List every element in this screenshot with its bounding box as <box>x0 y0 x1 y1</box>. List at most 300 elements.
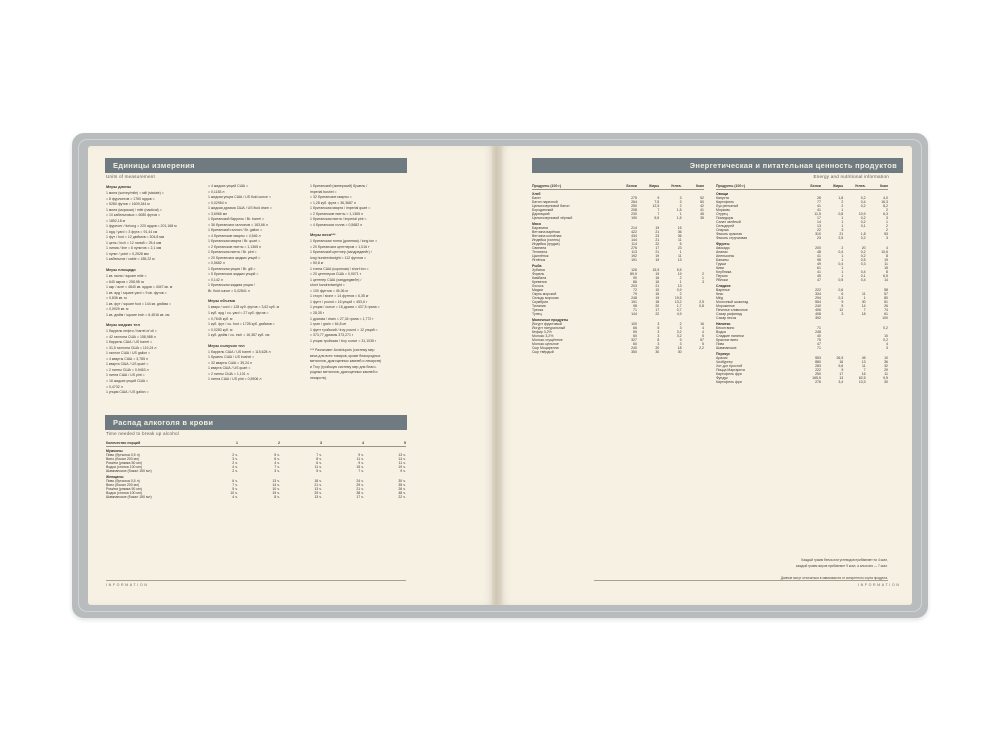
table-cell: 19 ч. <box>272 491 280 495</box>
table-cell: Бекон вино <box>716 326 735 330</box>
table-cell: 13 <box>839 376 844 380</box>
table-cell: 80 <box>884 296 888 300</box>
table-cell: Сыр твёрдый <box>532 350 554 354</box>
units-line: 1 унция / ounce = 16 драхм = 437,5 грана = <box>310 305 380 310</box>
column-header: 5 <box>364 441 406 447</box>
units-line: 1 пинта США / US pint = <box>106 373 145 378</box>
table-cell: 327 <box>631 338 637 342</box>
units-line: 1 куб. дюйм / cu. inch = 16,387 куб. см <box>208 333 270 338</box>
table-cell: 276 <box>815 380 821 384</box>
table-cell: 6,3 <box>883 212 888 216</box>
table-cell: 98 <box>633 304 637 308</box>
table-cell: 42 <box>700 204 704 208</box>
section-subtitle-alcohol: Time needed to break up alcohol <box>106 431 179 436</box>
table-cell: 19 <box>655 272 660 276</box>
units-line: 1 миля (survey/mile) = мili (statute) = <box>106 191 164 196</box>
table-cell: 22 <box>655 242 660 246</box>
table-cell: 264 <box>631 200 637 204</box>
units-line: = 42 галлона США = 158,988 л <box>106 334 156 339</box>
table-cell: 57 <box>700 338 704 342</box>
group-label: Молочные продукты <box>532 318 569 322</box>
table-cell: 60 <box>633 342 637 346</box>
table-cell: 18 <box>677 346 682 350</box>
units-line: 1 фунт / pound = 16 унций = 453,6 г <box>310 299 368 304</box>
table-cell: 5 ч. <box>316 469 322 473</box>
table-cell: 10,6 <box>881 250 888 254</box>
table-cell: 10 <box>884 334 888 338</box>
table-cell: 29 ч. <box>314 491 322 495</box>
table-cell: Апельсины <box>716 254 735 258</box>
table-cell: 100 <box>631 322 637 326</box>
table-cell: 240 <box>631 346 637 350</box>
table-cell: 11 <box>677 238 682 242</box>
table-cell: 9 <box>841 300 844 304</box>
table-cell: 2 <box>886 208 888 212</box>
table-cell: 21 ч. <box>356 487 364 491</box>
table-cell: 1 <box>841 274 844 278</box>
table-cell: 5 <box>841 304 844 308</box>
table-cell: 0,8 <box>838 212 844 216</box>
table-cell: Сельдь морская <box>532 296 559 300</box>
table-cell: 15 ч. <box>356 465 364 469</box>
table-cell: Сладкие напитки <box>716 334 744 338</box>
table-cell: 6 ч. <box>274 457 280 461</box>
table-cell: 45 <box>700 212 704 216</box>
table-cell: 8 <box>886 270 888 274</box>
table-cell: 2 ч. <box>232 469 238 473</box>
table-cell: 41 <box>817 204 821 208</box>
table-cell: 98 <box>817 258 821 262</box>
table-cell: 3 <box>679 326 682 330</box>
units-line: 1 британская пинта / Br. pint = <box>208 250 257 255</box>
table-cell: 0,2 <box>860 204 866 208</box>
units-line: = 16 жидких унций США = <box>106 378 149 383</box>
table-cell: 22 ч. <box>398 495 406 499</box>
table-cell: 248 <box>631 296 637 300</box>
table-cell: 5 <box>702 342 704 346</box>
units-line: *** Различают Avoirdupois (систему мер <box>310 348 375 353</box>
table-cell: 1 <box>841 258 844 262</box>
units-line: = 2 британские пинты = 1,1365 л <box>208 244 262 249</box>
units-line: = 4 жидких унций США = <box>208 184 249 188</box>
table-cell: 5 <box>679 242 682 246</box>
table-cell: Сыр Моцарелла <box>532 346 559 350</box>
units-line: = 36 британских галлонов = 163,66 л <box>208 222 268 227</box>
units-line: 1 кв. ярд / square yard = 9 кв. футов = <box>106 290 167 295</box>
table-cell: 19 <box>884 258 888 262</box>
table-cell: 24 ч. <box>356 479 364 483</box>
units-line: 1 британская жидкая унция / <box>208 283 255 288</box>
table-cell: 222 <box>815 288 821 292</box>
table-cell: 19 <box>677 272 682 276</box>
table-cell: 1 <box>841 216 844 220</box>
column-header: 2 <box>238 441 280 447</box>
table-cell: 4 <box>886 342 888 346</box>
table-cell: Молоко сгущённое <box>532 338 563 342</box>
table-cell: 1 <box>841 254 844 258</box>
units-line: = 32 британские кварты = <box>310 195 352 200</box>
table-cell: Красное вино <box>716 338 739 342</box>
table-cell: 1 <box>886 220 888 224</box>
table-cell: Авокадо <box>716 246 730 250</box>
table-cell: 21 ч. <box>314 483 322 487</box>
table-cell: 79 <box>633 292 637 296</box>
units-line: 1 фунт тройский / troy pound = 12 унций = <box>310 327 378 332</box>
table-cell: Индейка (голень) <box>532 238 561 242</box>
table-cell: Дарницкий <box>532 212 550 216</box>
table-cell: 13 <box>861 360 866 364</box>
table-cell: Вино (бокал 200 мл) <box>106 483 140 487</box>
table-cell: 3 <box>841 312 844 316</box>
table-cell: 89,9 <box>630 272 637 276</box>
table-cell: 4,9 <box>676 312 682 316</box>
table-cell: 3 <box>657 342 660 346</box>
column-header: Продукты (100 г) <box>532 184 615 190</box>
table-cell: 1,7 <box>676 304 682 308</box>
table-row <box>106 495 406 499</box>
table-cell: 26 <box>884 304 888 308</box>
units-line: = 100 фунтов = 45,36 кг <box>310 288 349 293</box>
table-cell: Салат зелёный <box>716 220 741 224</box>
units-line: = 31,5 галлона США = 119,24 л <box>106 345 157 350</box>
table-cell: 4 <box>702 330 704 334</box>
table-cell: 14 <box>884 278 888 282</box>
group-label: Хлеб <box>532 192 541 196</box>
table-cell: Водка (стопка 100 мл) <box>106 491 143 495</box>
table-cell: 72 <box>633 288 637 292</box>
table-cell: 208 <box>631 208 637 212</box>
table-cell: 86 <box>633 280 637 284</box>
units-block-heading: Меры жидких тел <box>106 322 140 328</box>
table-cell: 5 <box>702 334 704 338</box>
table-cell: 0,4 <box>860 270 866 274</box>
table-cell: 18 <box>655 300 660 304</box>
table-cell: 2,5 <box>699 300 704 304</box>
units-line: = 32 кварты США = 35,24 л <box>208 360 252 365</box>
units-line: = 1,28 куб. фута = 36,3687 л <box>310 200 356 205</box>
table-cell: 45 <box>817 274 821 278</box>
table-cell: 32 <box>884 364 888 368</box>
table-cell: 2 <box>886 224 888 228</box>
table-cell: 8 <box>886 254 888 258</box>
column-header: Углев. <box>843 184 865 190</box>
units-line: = 4 британские кварты = 4,546 л <box>208 233 261 238</box>
table-cell: 6,5 <box>883 274 888 278</box>
units-line: 1 унция тройская / troy ounce = 31,1035 г <box>310 338 377 343</box>
table-cell: 100 <box>882 316 888 320</box>
table-cell: Индейка (грудка) <box>532 242 560 246</box>
units-line: 1 цепь / inch = 12 линий = 25,4 мм <box>106 240 162 245</box>
table-cell: 191 <box>631 258 637 262</box>
group-label: Рыба <box>532 264 542 268</box>
table-cell: 9 <box>657 196 660 200</box>
column-header: Ккал <box>682 184 704 190</box>
units-line: 1 британская кварта / imperial quart = <box>310 206 371 211</box>
table-cell: 1 <box>863 296 866 300</box>
units-line: 1 пункт / point = 0,2528 мм <box>106 251 149 256</box>
units-line: 1 баррель США / US barrel = <box>106 340 153 345</box>
table-cell: Йогурт натуральный <box>532 326 566 330</box>
group-label: Женщины <box>106 475 124 479</box>
table-cell: 7 ч. <box>232 483 238 487</box>
units-line: = 0,4732 л <box>106 384 123 389</box>
table-cell: 19 <box>655 296 660 300</box>
units-line: 1 акр / acre = 4840 кв. ярдов = 4047 кв. м <box>106 285 173 290</box>
table-cell: 2 <box>679 204 682 208</box>
table-cell: 21 <box>839 232 844 236</box>
table-cell: 7 <box>863 368 866 372</box>
group-label: Мясо <box>532 222 542 226</box>
units-line: 1 линия / line = 6 пунктов = 2,1 мм <box>106 246 162 251</box>
table-cell: Телятина <box>532 250 548 254</box>
table-row <box>716 380 888 384</box>
table-cell: 28 <box>817 196 821 200</box>
table-cell: Свинина <box>532 246 547 250</box>
units-line: long hundredweight = 112 фунтов = <box>310 255 367 260</box>
table-cell: Шампанское (бокал 150 мл) <box>106 469 152 473</box>
table-cell: 9 <box>679 338 682 342</box>
table-cell: 3 <box>679 200 682 204</box>
table-cell: 7 <box>657 208 660 212</box>
table-cell: 13 ч. <box>314 487 322 491</box>
table-cell: 15 <box>884 266 888 270</box>
table-cell: 18 <box>861 312 866 316</box>
units-line: 1 пинта США / US pint = 0,5506 л <box>208 377 262 382</box>
table-cell: 2,2 <box>699 346 704 350</box>
table-cell: 9,5 <box>883 376 888 380</box>
column-header: Белки <box>799 184 821 190</box>
table-cell: 200 <box>815 246 821 250</box>
table-cell <box>682 350 704 354</box>
table-cell: 553 <box>815 356 821 360</box>
units-line: = 20 центнеров США = 0,9071 т <box>310 272 362 277</box>
table-cell: Арахис <box>716 356 728 360</box>
table-cell: 8 <box>657 338 660 342</box>
table-cell: 29 <box>884 368 888 372</box>
table-cell: Фундук <box>716 376 728 380</box>
table-cell: Тилапия <box>532 304 546 308</box>
units-line: 1 фурлонг / furlong = 220 ярдов = 201,168 м <box>106 224 177 229</box>
table-cell: Пицца Маргарита <box>716 368 745 372</box>
table-cell: 0,2 <box>883 326 888 330</box>
units-line: 1 британская тонна (длинная) / long ton = <box>310 239 378 244</box>
table-cell: Киви <box>716 266 724 270</box>
table-cell: Форель <box>532 272 545 276</box>
units-line: = 5 британских жидких унций = <box>208 272 259 277</box>
table-cell: Клубника <box>716 270 732 274</box>
units-column-1 <box>106 184 202 396</box>
table-cell: 434 <box>631 234 637 238</box>
table-cell: 57 <box>884 292 888 296</box>
table-cell: Картофель фри <box>716 380 742 384</box>
units-line: 1 кварк / cord = 128 куб. футов = 3,62 куб. м <box>208 305 279 310</box>
table-cell: 114 <box>631 242 637 246</box>
table-cell: 15,5 <box>652 268 660 272</box>
table-cell: 10 ч. <box>272 487 280 491</box>
nutrition-table-left-wrap <box>532 184 704 354</box>
table-cell: 408 <box>815 312 821 316</box>
units-line: родных металлов, драгоценных камней и <box>310 370 378 375</box>
table-cell: 230 <box>631 212 637 216</box>
table-cell: 13 <box>677 284 682 288</box>
table-cell: 22 <box>655 312 660 316</box>
table-cell: 5 <box>657 326 660 330</box>
units-line: = 0,0283 куб. м <box>208 327 233 332</box>
table-cell: 23 <box>817 236 821 240</box>
table-cell: 7 ч. <box>358 469 364 473</box>
table-cell: 0,4 <box>838 250 844 254</box>
table-cell: Мидии <box>532 288 543 292</box>
table-cell: Ром/ем (рюмка 50 мл) <box>106 461 142 465</box>
table-cell: Огурец <box>716 212 728 216</box>
units-line: 1 британская унция / Br. gill = <box>208 266 256 271</box>
table-cell: 144 <box>631 312 637 316</box>
units-line: 1 кварта США / US quart = <box>208 366 251 371</box>
table-cell: 283 <box>815 364 821 368</box>
table-cell: 66 <box>633 326 637 330</box>
group-label: Напитки <box>716 322 731 326</box>
table-cell: 16 <box>655 280 660 284</box>
table-cell: 59 <box>633 330 637 334</box>
table-cell: 20 <box>655 346 660 350</box>
units-line: = 373,77 драхмы 373,271 г <box>310 333 354 338</box>
table-cell: 3 <box>886 216 888 220</box>
units-line: = 5280 футов = 1609,344 м <box>106 202 150 207</box>
column-header: 1 <box>196 441 238 447</box>
table-cell: 2 ч. <box>232 453 238 457</box>
table-cell: 334 <box>815 292 821 296</box>
table-cell: Скумбрия <box>532 300 548 304</box>
table-cell: 13,2 <box>674 300 682 304</box>
units-line: 1 тонна США (короткая) / short ton = <box>310 266 369 271</box>
units-line: Br. fluid ounce = 0,02841 л <box>208 288 250 293</box>
column-header: Углев. <box>659 184 681 190</box>
table-cell: 11 <box>861 364 866 368</box>
table-cell: 8 ч. <box>274 495 280 499</box>
units-line: 1 британская пинта / imperial pint = <box>310 217 367 222</box>
units-line: 1 унция США / US gallon = <box>106 390 149 395</box>
table-cell: 14 ч. <box>398 457 406 461</box>
table-cell: Чизбургер <box>716 360 733 364</box>
table-cell: 9,6 <box>838 364 844 368</box>
units-line: 1 баррель нефти / barrel of oil = <box>106 329 157 334</box>
column-header: Ккал <box>866 184 888 190</box>
table-cell: Яблоки <box>716 278 728 282</box>
table-cell: 30 <box>861 300 866 304</box>
table-cell: 250 <box>631 204 637 208</box>
table-cell: 0,2 <box>860 250 866 254</box>
section-subtitle-units: Units of measurement <box>106 174 155 179</box>
units-line: 1 галлон США / US gallon = <box>106 351 151 356</box>
table-cell: 1 <box>841 266 844 270</box>
table-cell: 3,2 <box>676 334 682 338</box>
table-cell: Водка (стопка 100 мл) <box>106 465 143 469</box>
units-line: 1 кв. миля / square mile = <box>106 274 147 279</box>
table-cell: Печенье сливочное <box>716 308 748 312</box>
table-cell: Бананы <box>716 258 729 262</box>
table-cell: 0,2 <box>860 236 866 240</box>
table-cell: 0,4 <box>860 200 866 204</box>
table-cell: 75 <box>817 338 821 342</box>
units-line: 1 британская кварта / Br. quart = <box>208 239 261 244</box>
table-cell: 5,5 <box>676 268 682 272</box>
table-cell: 38 ч. <box>356 491 364 495</box>
table-cell: 2 <box>841 200 844 204</box>
table-cell: 71 <box>817 326 821 330</box>
table-cell: 16,3 <box>881 200 888 204</box>
table-cell: 30 <box>884 380 888 384</box>
section-title-nutrition: Энергетическая и питательная ценность продуктов <box>532 158 903 173</box>
table-cell: 17 ч. <box>356 495 364 499</box>
table-cell: 2 <box>679 322 682 326</box>
alcohol-table <box>106 441 406 499</box>
table-cell: 0,4 <box>838 262 844 266</box>
group-label: Овощи <box>716 192 729 196</box>
table-cell: Камбала <box>532 276 547 280</box>
table-cell: 8 ч. <box>316 457 322 461</box>
nutrition-table-right-wrap <box>716 184 888 384</box>
units-line: и Troy (тройскую систему мер для благо- <box>310 364 377 369</box>
table-cell: Зубатка <box>532 268 545 272</box>
table-cell: 29 ч. <box>356 483 364 487</box>
table-cell: 30 <box>655 350 660 354</box>
table-cell: 9 ч. <box>358 461 364 465</box>
table-cell: 4 ч. <box>232 495 238 499</box>
units-line: 1 куб. ярд / cu. yard = 27 куб. футов = <box>208 311 269 315</box>
table-cell: 294 <box>815 296 821 300</box>
table-cell: 15 <box>677 226 682 230</box>
table-cell: 2 <box>841 246 844 250</box>
table-cell: 21 <box>655 250 660 254</box>
table-cell: Сахар песок <box>716 316 737 320</box>
units-line: = 640 акров = 258,98 га <box>106 279 144 284</box>
units-line: 1 жидкая унция США / US fluid ounce = <box>208 195 271 200</box>
table-cell: 3 <box>886 236 888 240</box>
table-cell: 18 ч. <box>314 479 322 483</box>
table-cell: 20 <box>655 304 660 308</box>
table-cell: 48 ч. <box>398 491 406 495</box>
table-cell: 3 <box>702 280 704 284</box>
table-cell: 3 <box>886 346 888 350</box>
table-cell: 113 <box>631 250 637 254</box>
table-cell: 3 ч. <box>232 457 238 461</box>
units-line: 1 британский галлон / Br. gallon = <box>208 228 263 233</box>
table-cell: 36 <box>677 230 682 234</box>
table-cell: 126 <box>631 268 637 272</box>
table-cell: 11 <box>677 254 682 258</box>
table-cell: 16 <box>700 322 704 326</box>
column-header: 4 <box>322 441 364 447</box>
table-cell: 1,5 <box>676 208 682 212</box>
table-cell: Мороженое <box>716 304 735 308</box>
table-cell: Сельдерей <box>716 224 735 228</box>
units-line: = 20 британских жидких унций = <box>208 255 261 260</box>
table-cell: 20 <box>861 246 866 250</box>
table-cell: 61 <box>884 312 888 316</box>
table-cell: 0,9 <box>676 288 682 292</box>
group-label: Мужчины <box>106 449 123 453</box>
table-cell: 17 <box>817 216 821 220</box>
table-cell: 19 <box>655 254 660 258</box>
table-cell: 35 <box>700 216 704 220</box>
units-line: = 2 пинты США = 1,101 л <box>208 371 249 376</box>
table-cell: 13 <box>817 224 821 228</box>
table-cell: 36 <box>677 234 682 238</box>
units-line: 1 британский (имперский) бушель / <box>310 184 368 188</box>
table-cell: Кефир 3,2% <box>532 330 552 334</box>
table-cell: Тунец <box>532 312 542 316</box>
table-cell: Лук репчатый <box>716 204 739 208</box>
